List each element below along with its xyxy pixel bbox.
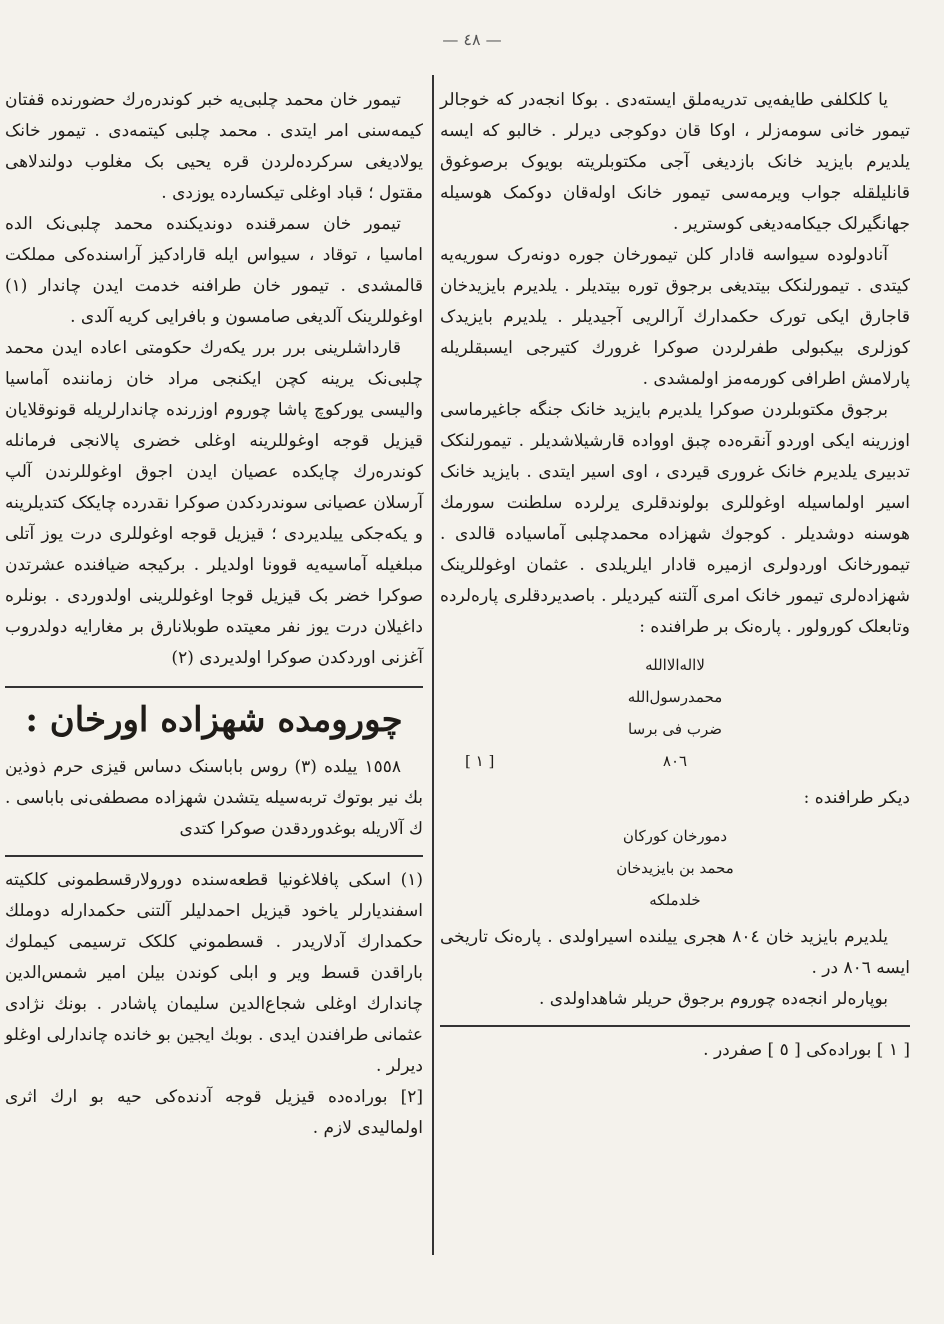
paragraph: قارداشلرینی برر برر یکه‌رك حکومتی اعاده ایدن محمد چلبی‌نک یرینه کچن ایکنجی مراد خان زماننده آماسیا والیسی یورکوچ پاشا چوروم اوزرنده چاندارلریله قونوقلایان قیزیل قوجه اوغوللرینه اوغلی خضری پالانجی فرمانله کوندره‌رك چایکده عصیان ایدن اجوق اوغوللرندن آلپ آرسلان عصیانی سوندردکدن صوکرا نقدرده چایکک کتدیلرینه و یکه‌جکی ییلدیردی ؛ قیزیل قوجه اوغوللری درت یوز آتلی مبلغیله آماسیه‌یه قوونا اولدیلر . برکیجه ضیافنده عشرتدن صوکرا خضر بک قیزیل قوجا اوغوللرینی اولدوردی . بونلره داغیلان درت یوز نفر معیتده طوبلانارق بر مغارایه دولدروب آغزنی اوردکدن صوکرا اولدیردی (٢) [5,338,423,668]
coin-line: خلدملکه [649,891,701,909]
paragraph: آنادولوده سیواسه قادار کلن تیمورخان جوره دونه‌رک سوریه‌یه کیتدی . تیمورلنکک بیتدیغی برجوق توره بیتدیلر . یلدیرم بایزیدخان قاجارق ایکی تورک حکمدارك آرالریی آجیدیلر . یلدیرم بایزیدک کوزلری بیکبولی طفرلردن صوکرا غرورك کتیرجی ایسبقلریله پارلامش اطرافی کورمه‌مز اولمشدی . [440,245,910,389]
right-column [440,85,910,1066]
page-number: — ٤٨ — [442,30,502,49]
paragraph: ١٥٥٨ ییلده (٣) روس باباسنک دساس قیزی حرم ذوذین بك نیر بوتوك تربه‌سیله یتشدن شهزاده مصطفی‌نی بابا‌سی . ك آلاریله بوغدوردقدن صوکرا کتدی [5,757,423,839]
footnote-divider [440,1025,910,1027]
coin-line: دمورخان کورکان [622,827,728,845]
footnote: [ ١ ] بوراده‌کی [ ٥ ] صفردر . [703,1040,910,1060]
footnote-divider [5,855,423,857]
paragraph: یا کلکلفی طایفه‌یی تدریه‌ملق ایسته‌دی . بوکا انجه‌در که خوجالر تیمور خانی سومه‌زلر ، اوکا قان دوکوجی دیرلر . خالبو که ایسه یلدیرم بایزید خانک بازدیغی آجی مکتوبلریته بویوک برصوغوق قانلیلقله جواب ویرمه‌سی تیمور خانک اوله‌قان دوکمک هوسیله جهانگیرلک جیکامه‌دیغی کوستریر . [440,90,910,234]
coin-date [440,745,910,777]
paragraph: یلدیرم بایزید خان ٨٠٤ هجری ییلنده اسیراولدی . پاره‌نک تاریخی ایسه ٨٠٦ در . [440,927,910,978]
paragraph: تیمور خان محمد چلبی‌یه خبر کوندره‌رك حضورنده قفتان کیمه‌سنی امر ایتدی . محمد چلبی کیتمه‌دی . تیمور خانک یولاديغی سرکرده‌لردن قره یحیی بک مغلوب دولندلاهی مقتول ؛ قباد اوغلی تیکسارده یوزدی . [5,90,423,203]
coin-line: لااله‌الاالله [645,656,705,674]
coin-line: محمدرسول‌الله [627,688,723,706]
coin-date-value: ٨٠٦ [662,752,688,770]
footnote: [٢] بوراده‌ده قیزیل قوجه آدنده‌کی حیه بو ارك اثری اولمالیدی لازم . [5,1087,423,1138]
coin-inscription-side-two [440,820,910,916]
section-heading: چورومده شهزاده اورخان : [5,686,423,746]
footnote-ref: [ ١ ] [465,752,495,770]
paragraph: برجوق مکتوبلردن صوکرا یلدیرم بایزید خانک جنگه جاغیرماسی اوزرینه ایکی اوردو آنقره‌ده چبق اوواده قارشیلاشدیلر . تیمورلنکک تدبیری یلدیرم خانک غروری قیردی ، اوی اسیر ایتدی . بایزید خانک اسیر اولماسیله اوغوللری بولوندقلری یرلرده سلطنت سورمك هوسنه دوشدیلر . کوجوك شهزاده محمدچلبی آماسیاده قالدی . تیمورخانک اوردولری ازمیره قادار ایلریلدی . عثمان اوغوللرینک شهزاده‌لری تیمور خانک امری آلتنه کیردیلر . باصدیردقلری پاره‌لرده وتابعلک کورولور . پاره‌نک بر طرافنده : [440,400,910,637]
coin-side-two-label: دیکر طرافنده : [803,788,910,808]
left-column [5,85,423,1144]
paragraph: تیمور خان سمرقنده دوندیکنده محمد چلبی‌نک الده اماسیا ، توقاد ، سیواس ایله قارادکیز آراسنده‌کی مملکت قالمشدی . تیمور خان طرافنه خدمت ایدن چاندار (١) اوغوللرینک آلدیغی صامسون و بافرایی کریه آلدی . [5,214,423,327]
coin-inscription-side-one [440,649,910,777]
footnote: (١) اسکی پافلاغونیا قطعه‌سنده دورولارقسطمونی کلکیته اسفندیارلر یاخود قیزیل احمدلیلر آلتنی حکمدارله دوملك حکمدارك آدلاریدر . قسطموني کلکک ترسیمی کیملوك باراقدن قسط ویر و ابلی کوندن بیلن امیر شمس‌الدین چاندارك اوغلی شجاع‌الدین سلیمان پاشادر . بونك نژادی عثمانی طرافندن ایدی . بوبك ایجین بو خانده چاندارلی اوغلو دیرلر . [5,870,423,1076]
paragraph: بوپاره‌لر انجه‌ده چوروم برجوق حریلر شاهداولدی . [538,989,888,1009]
coin-line: ضرب فی برسا [628,720,722,738]
column-divider [432,75,434,1255]
coin-line: محمد بن بایزیدخان [616,859,734,877]
